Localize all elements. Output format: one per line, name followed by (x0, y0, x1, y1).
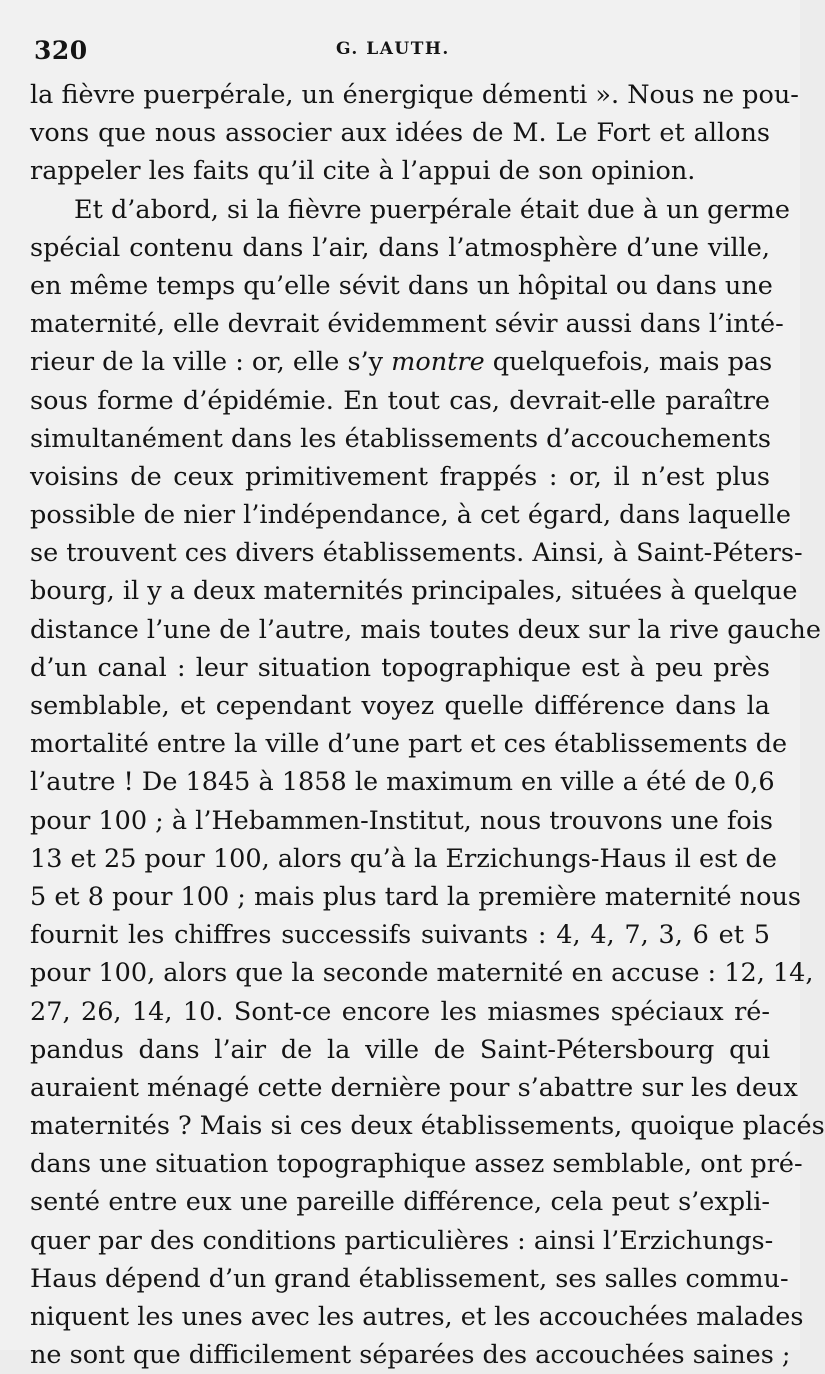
text-line: voisins de ceux primitivement frappés : or, il n’est plus (30, 461, 770, 492)
text-line: simultanément dans les établissements d’accouchements (30, 423, 771, 454)
text-line: distance l’une de l’autre, mais toutes deux sur la rive gauche (30, 614, 821, 645)
body-text (30, 76, 825, 1374)
text-line: fournit les chiffres successifs suivants : 4, 4, 7, 3, 6 et 5 (30, 920, 770, 951)
text-line: pour 100, alors que la seconde maternité en accuse : 12, 14, (30, 958, 814, 989)
paragraph-first-line: Et d’abord, si la fièvre puerpérale était due à un germe (74, 194, 791, 225)
text-line: vons que nous associer aux idées de M. Le Fort et allons (30, 118, 770, 149)
text-line: se trouvent ces divers établissements. Ainsi, à Saint-Péters- (30, 538, 803, 569)
text-line: auraient ménagé cette dernière pour s’abattre sur les deux (30, 1072, 798, 1103)
text-line: senté entre eux une pareille différence, cela peut s’expli- (30, 1187, 770, 1218)
text-run: rieur de la ville : or, elle s’y (30, 347, 392, 378)
italic-word: montre (391, 347, 485, 378)
text-line: 27, 26, 14, 10. Sont-ce encore les miasmes spéciaux ré- (30, 996, 770, 1027)
text-run: quelquefois, mais pas (484, 347, 773, 378)
text-line: dans une situation topographique assez semblable, ont pré- (30, 1149, 803, 1180)
page-number: 320 (34, 36, 88, 65)
text-line: en même temps qu’elle sévit dans un hôpital ou dans une (30, 270, 773, 301)
text-line: la fièvre puerpérale, un énergique démenti ». Nous ne pou- (30, 80, 799, 110)
text-line: bourg, il y a deux maternités principales, situées à quelque (30, 576, 798, 607)
running-head: G. LAUTH. (336, 39, 450, 59)
text-line: quer par des conditions particulières : ainsi l’Erzichungs- (30, 1225, 774, 1256)
text-line: ne sont que difficilement séparées des accouchées saines ; (30, 1340, 791, 1371)
text-line: semblable, et cependant voyez quelle différence dans la (30, 691, 770, 721)
text-line: niquent les unes avec les autres, et les accouchées malades (30, 1302, 804, 1332)
text-line: 13 et 25 pour 100, alors qu’à la Erzichungs-Haus il est de (30, 843, 777, 874)
text-line: mortalité entre la ville d’une part et ces établissements de (30, 729, 788, 760)
text-line: possible de nier l’indépendance, à cet égard, dans laquelle (30, 500, 791, 531)
text-line: d’un canal : leur situation topographique est à peu près (30, 652, 770, 683)
text-line: pour 100 ; à l’Hebammen-Institut, nous trouvons une fois (30, 805, 773, 836)
text-line: Haus dépend d’un grand établissement, ses salles commu- (30, 1263, 789, 1294)
text-line-with-italic (30, 343, 773, 381)
text-line: maternité, elle devrait évidemment sévir aussi dans l’inté- (30, 309, 784, 340)
text-line: 5 et 8 pour 100 ; mais plus tard la première maternité nous (30, 881, 801, 912)
text-line: rappeler les faits qu’il cite à l’appui de son opinion. (30, 156, 696, 187)
text-line: sous forme d’épidémie. En tout cas, devrait-elle paraître (30, 385, 770, 416)
text-line: spécial contenu dans l’air, dans l’atmosphère d’une ville, (30, 232, 770, 263)
text-line: maternités ? Mais si ces deux établissements, quoique placés (30, 1111, 825, 1142)
text-line: pandus dans l’air de la ville de Saint-Pétersbourg qui (30, 1034, 770, 1065)
page-header (34, 36, 784, 66)
text-line: l’autre ! De 1845 à 1858 le maximum en ville a été de 0,6 (30, 767, 775, 798)
